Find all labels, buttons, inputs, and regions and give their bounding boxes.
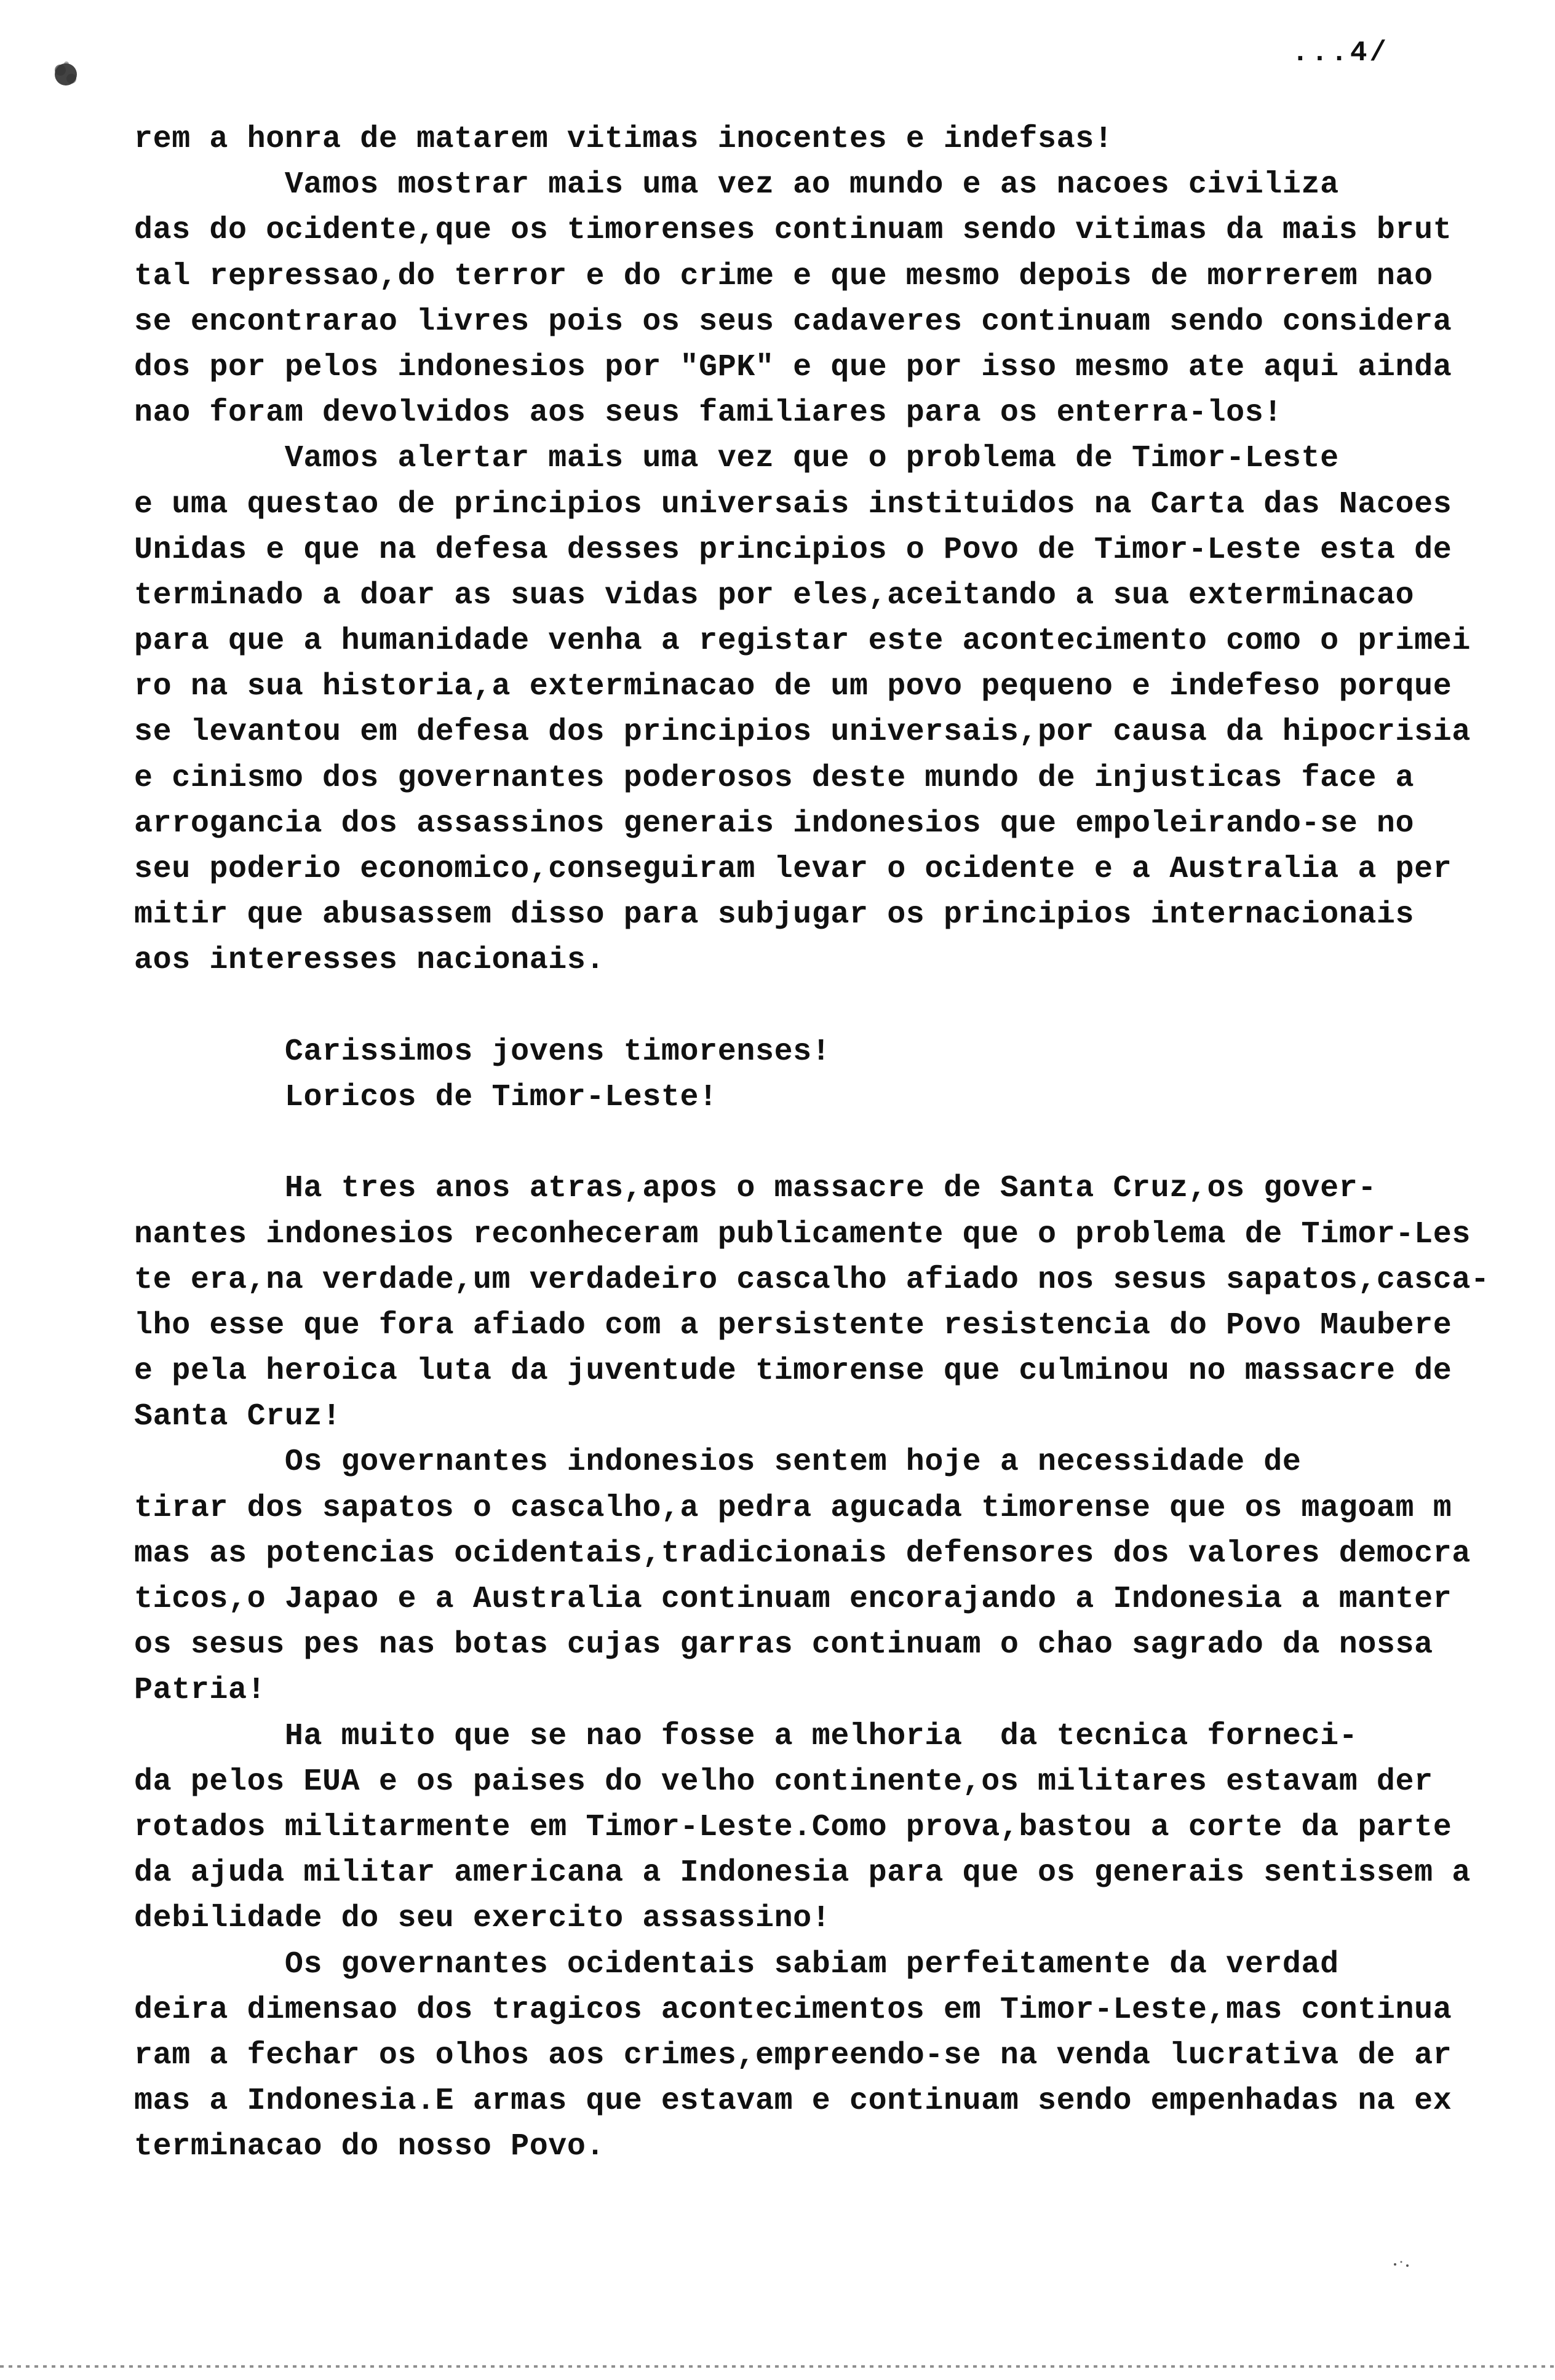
text-line: nantes indonesios reconheceram publicamente que o problema de Timor-Les [134,1216,1471,1252]
text-line: os sesus pes nas botas cujas garras continuam o chao sagrado da nossa [134,1627,1433,1663]
text-line: ticos,o Japao e a Australia continuam encorajando a Indonesia a manter [134,1582,1452,1617]
text-line: arrogancia dos assassinos generais indonesios que empoleirando-se no [134,806,1415,841]
text-line: rem a honra de matarem vitimas inocentes e indefsas! [134,122,1113,157]
text-line: da pelos EUA e os paises do velho continente,os militares estavam der [134,1764,1433,1799]
blank-line [134,984,1469,1029]
text-line: e pela heroica luta da juventude timorense que culminou no massacre de [134,1354,1452,1389]
text-line: Santa Cruz! [134,1399,341,1435]
text-line: tal repressao,do terror e do crime e que mesmo depois de morrerem nao [134,258,1433,294]
text-line: lho esse que fora afiado com a persistente resistencia do Povo Maubere [134,1307,1452,1343]
text-line: Patria! [134,1673,266,1708]
text-line: Os governantes indonesios sentem hoje a necessidade de [134,1445,1302,1480]
text-line: Vamos mostrar mais uma vez ao mundo e as nacoes civiliza [134,167,1339,203]
blank-line [134,1121,1469,1166]
text-line: e cinismo dos governantes poderosos deste mundo de injusticas face a [134,760,1415,796]
text-line: ram a fechar os olhos aos crimes,empreendo-se na venda lucrativa de ar [134,2037,1452,2073]
text-line: das do ocidente,que os timorenses continuam sendo vitimas da mais brut [134,213,1452,248]
text-line: dos por pelos indonesios por "GPK" e que por isso mesmo ate aqui ainda [134,349,1452,385]
text-line: se levantou em defesa dos principios universais,por causa da hipocrisia [134,715,1471,750]
text-line: Unidas e que na defesa desses principios o Povo de Timor-Leste esta de [134,532,1452,568]
text-line: Vamos alertar mais uma vez que o problema de Timor-Leste [134,441,1339,477]
text-line: Ha muito que se nao fosse a melhoria da tecnica forneci- [134,1718,1358,1754]
text-line: da ajuda militar americana a Indonesia para que os generais sentissem a [134,1855,1471,1891]
text-line: Carissimos jovens timorenses! [134,1034,831,1069]
text-line: Loricos de Timor-Leste! [134,1079,718,1115]
text-line: Os governantes ocidentais sabiam perfeitamente da verdad [134,1946,1339,1982]
text-line: terminado a doar as suas vidas por eles,aceitando a sua exterminacao [134,577,1415,613]
text-line: terminacao do nosso Povo. [134,2129,605,2165]
text-line: aos interesses nacionais. [134,943,605,978]
text-line: se encontrarao livres pois os seus cadaveres continuam sendo considera [134,304,1452,339]
scan-speck-icon [1390,2258,1415,2271]
text-line: debilidade do seu exercito assassino! [134,1901,831,1937]
text-line: e uma questao de principios universais instituidos na Carta das Nacoes [134,486,1452,522]
page-number: ...4/ [1292,37,1390,69]
text-line: rotados militarmente em Timor-Leste.Como prova,bastou a corte da parte [134,1809,1452,1845]
text-line: nao foram devolvidos aos seus familiares para os enterra-los! [134,395,1283,431]
ink-smudge-icon [48,57,84,92]
text-line: deira dimensao dos tragicos acontecimentos em Timor-Leste,mas continua [134,1992,1452,2028]
text-line: mas a Indonesia.E armas que estavam e continuam sendo empenhadas na ex [134,2084,1452,2119]
letter-body [134,117,1490,2170]
text-line: te era,na verdade,um verdadeiro cascalho afiado nos sesus sapatos,casca- [134,1262,1490,1298]
text-line: mas as potencias ocidentais,tradicionais defensores dos valores democra [134,1536,1471,1571]
scan-edge-line [0,2365,1555,2368]
text-line: seu poderio economico,conseguiram levar o ocidente e a Australia a per [134,852,1452,887]
text-line: para que a humanidade venha a registar este acontecimento como o primei [134,624,1471,659]
text-line: Ha tres anos atras,apos o massacre de Santa Cruz,os gover- [134,1171,1377,1207]
text-line: ro na sua historia,a exterminacao de um povo pequeno e indefeso porque [134,669,1452,705]
text-line: mitir que abusassem disso para subjugar os principios internacionais [134,897,1415,933]
text-line: tirar dos sapatos o cascalho,a pedra agucada timorense que os magoam m [134,1490,1452,1526]
